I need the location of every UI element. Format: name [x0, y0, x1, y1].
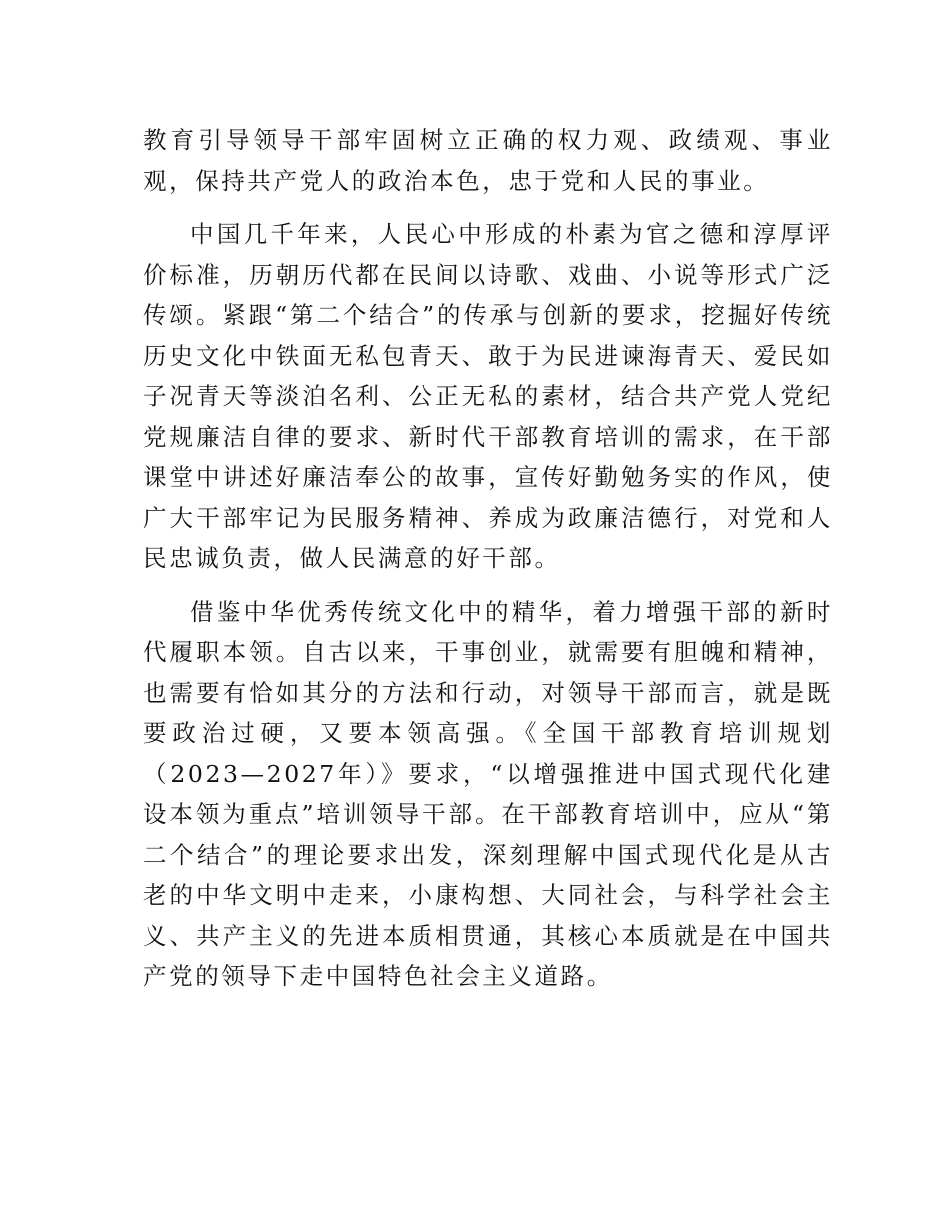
paragraph-2: 中国几千年来，人民心中形成的朴素为官之德和淳厚评价标准，历朝历代都在民间以诗歌、戏曲、小说等形式广泛传颂。紧跟“第二个结合”的传承与创新的要求，挖掘好传统历史文化中铁面无私包青天、敢于为民进谏海青天、爱民如子况青天等淡泊名利、公正无私的素材，结合共产党人党纪党规廉洁自律的要求、新时代干部教育培训的需求，在干部课堂中讲述好廉洁奉公的故事，宣传好勤勉务实的作风，使广大干部牢记为民服务精神、养成为政廉洁德行，对党和人民忠诚负责，做人民满意的好干部。: [143, 220, 833, 572]
document-body: [143, 120, 833, 1010]
paragraph-1: 教育引导领导干部牢固树立正确的权力观、政绩观、事业观，保持共产党人的政治本色，忠于党和人民的事业。: [143, 126, 833, 195]
paragraph-3: 借鉴中华优秀传统文化中的精华，着力增强干部的新时代履职本领。自古以来，干事创业，就需要有胆魄和精神，也需要有恰如其分的方法和行动，对领导干部而言，就是既要政治过硬，又要本领高强。《全国干部教育培训规划（2023—2027年）》要求，“以增强推进中国式现代化建设本领为重点”培训领导干部。在干部教育培训中，应从“第二个结合”的理论要求出发，深刻理解中国式现代化是从古老的中华文明中走来，小康构想、大同社会，与科学社会主义、共产主义的先进本质相贯通，其核心本质就是在中国共产党的领导下走中国特色社会主义道路。: [143, 597, 833, 990]
